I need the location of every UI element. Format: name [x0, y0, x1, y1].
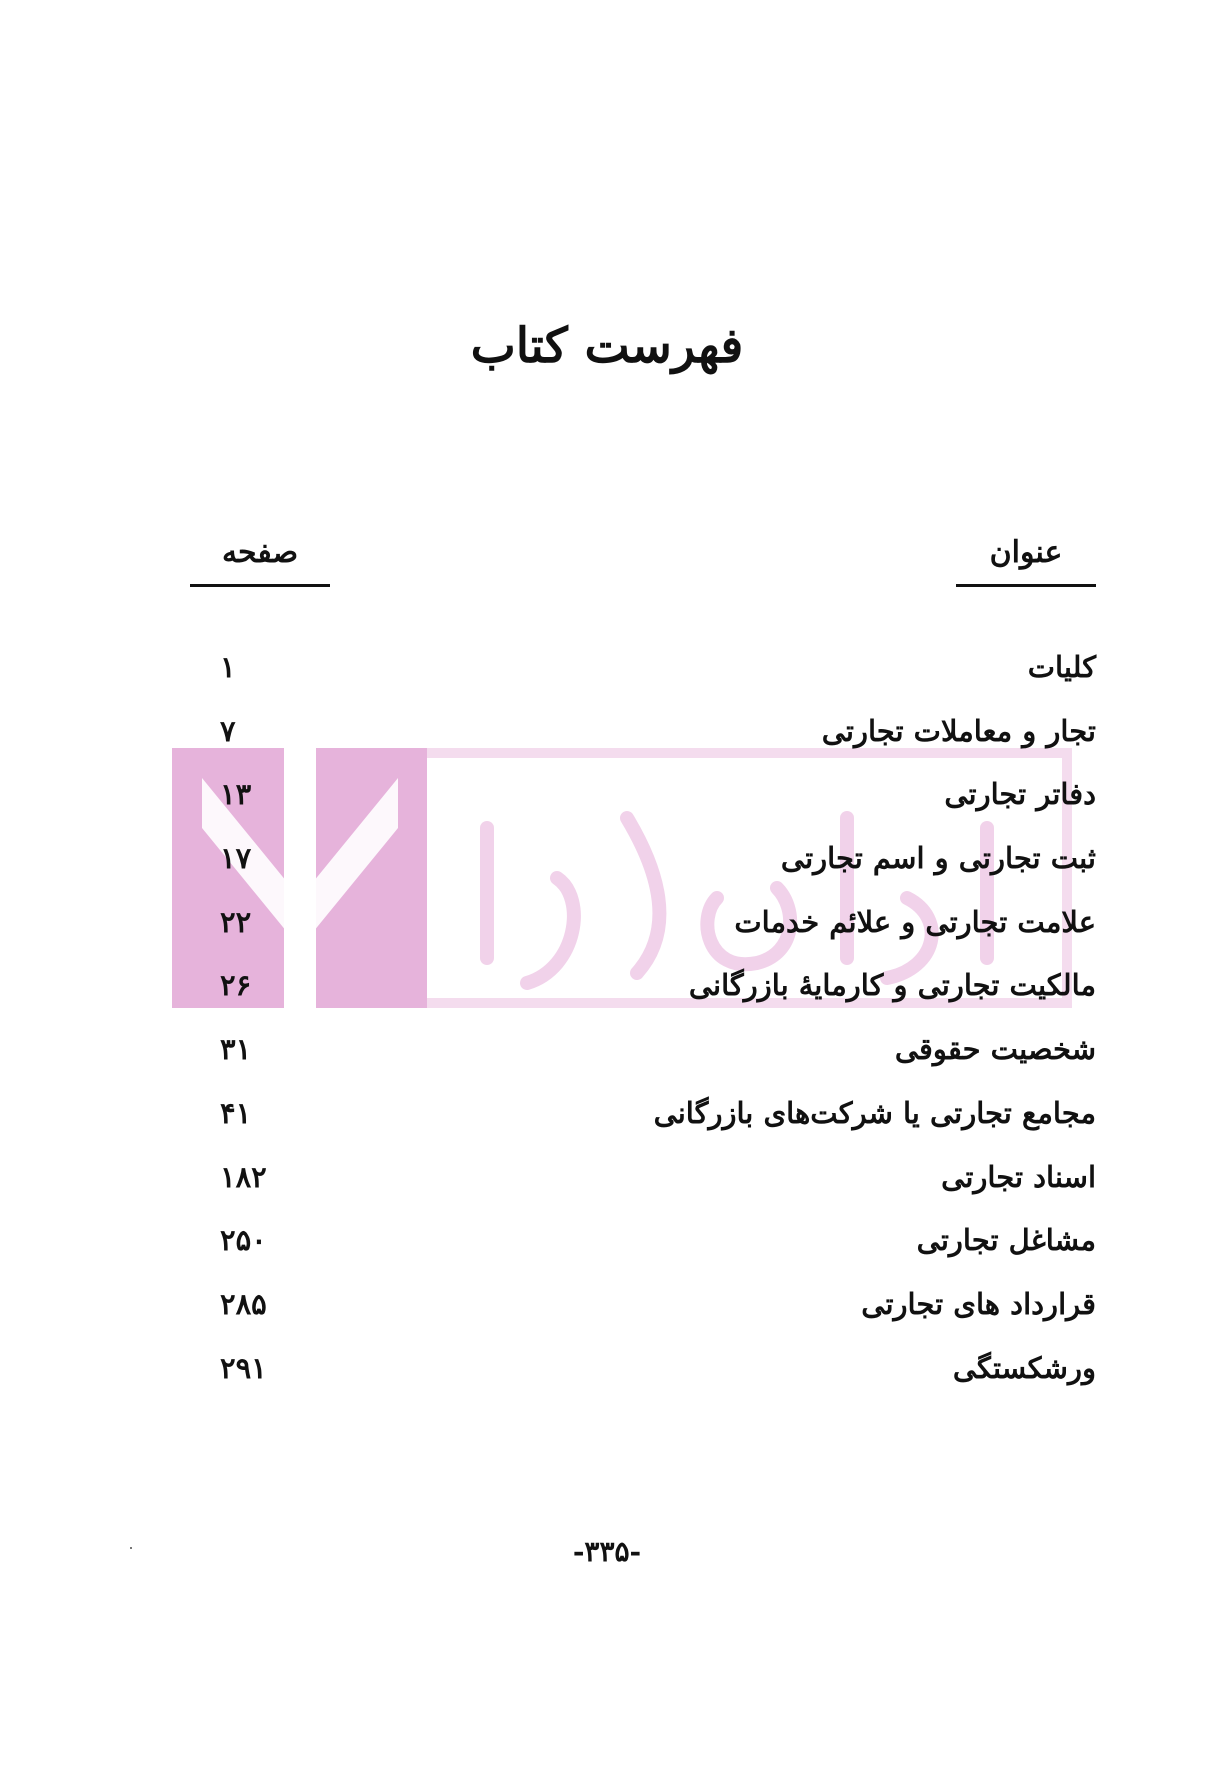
toc-entry-title: دفاتر تجارتی [944, 777, 1096, 812]
toc-entry-page: ۱۳ [220, 777, 252, 812]
page-number: -۳۳۵- [572, 1535, 642, 1568]
toc-entry-title: مشاغل تجارتی [916, 1223, 1096, 1258]
toc-entry-page: ۷ [220, 713, 236, 748]
toc-entry-page: ۱ [220, 650, 236, 684]
toc-entry-page: ۲۲ [220, 904, 252, 939]
toc-entry-page: ۴۱ [220, 1095, 252, 1130]
table-of-contents [190, 650, 1096, 1414]
toc-row [190, 1287, 1096, 1351]
toc-entry-title: قرارداد های تجارتی [861, 1286, 1096, 1321]
toc-row [190, 1223, 1096, 1287]
toc-entry-title: ورشکستگی [952, 1350, 1096, 1385]
toc-row [190, 841, 1096, 905]
toc-entry-title: شخصیت حقوقی [894, 1032, 1096, 1067]
toc-entry-title: علامت تجارتی و علائم خدمات [734, 904, 1096, 939]
toc-row [190, 1160, 1096, 1224]
toc-row [190, 1351, 1096, 1415]
column-header-page: صفحه [190, 535, 330, 587]
toc-row [190, 1032, 1096, 1096]
toc-entry-page: ۲۶ [220, 968, 252, 1003]
toc-row [190, 714, 1096, 778]
toc-row [190, 777, 1096, 841]
toc-entry-page: ۱۸۲ [220, 1159, 267, 1194]
toc-entry-page: ۲۵۰ [220, 1223, 267, 1258]
page-title: فهرست کتاب [470, 318, 744, 374]
scan-speck [130, 1547, 132, 1549]
toc-entry-page: ۲۹۱ [220, 1350, 267, 1385]
toc-entry-title: اسناد تجارتی [941, 1159, 1096, 1194]
toc-row [190, 650, 1096, 714]
toc-row [190, 1096, 1096, 1160]
toc-row [190, 905, 1096, 969]
toc-entry-title: کلیات [1027, 650, 1096, 684]
toc-entry-title: مالکیت تجارتی و کارمایهٔ بازرگانی [688, 968, 1096, 1003]
toc-entry-page: ۲۸۵ [220, 1286, 267, 1321]
toc-entry-title: مجامع تجارتی یا شرکت‌های بازرگانی [653, 1095, 1096, 1130]
toc-entry-title: ثبت تجارتی و اسم تجارتی [780, 841, 1096, 876]
toc-row [190, 968, 1096, 1032]
toc-entry-title: تجار و معاملات تجارتی [821, 713, 1096, 748]
toc-entry-page: ۱۷ [220, 841, 252, 876]
column-header-title: عنوان [956, 535, 1096, 587]
toc-entry-page: ۳۱ [220, 1032, 252, 1067]
